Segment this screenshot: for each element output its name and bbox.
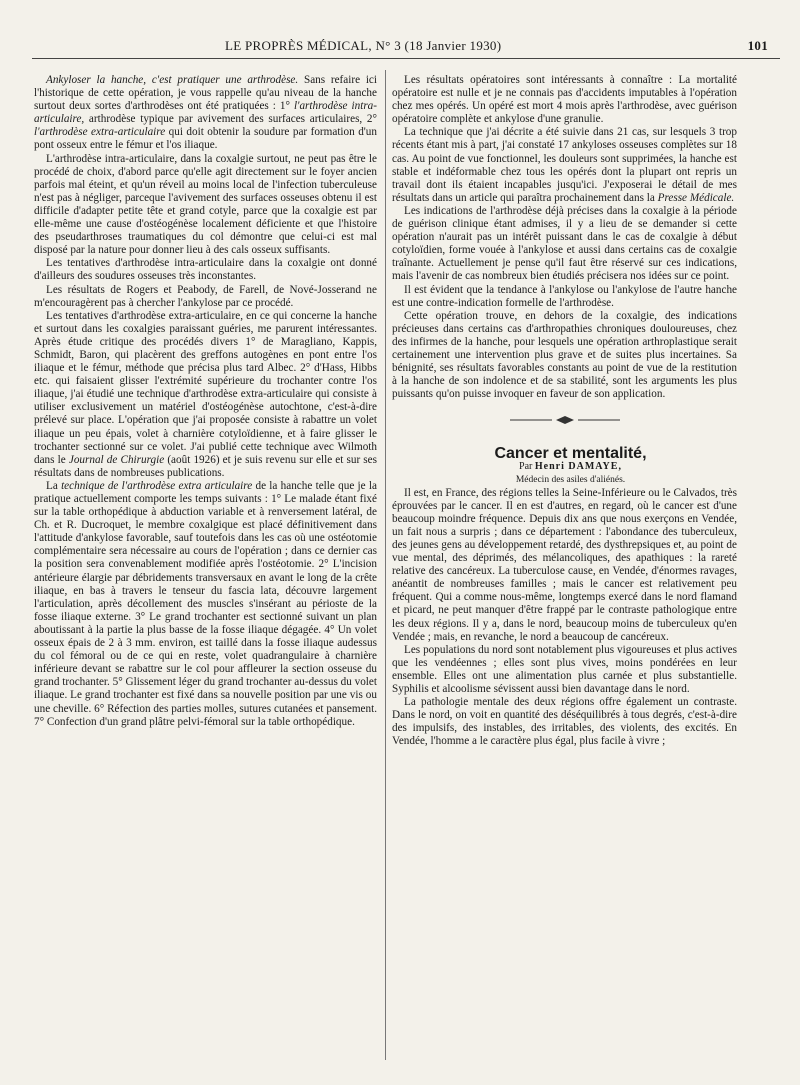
paragraph: Il est, en France, des régions telles la Seine-Inférieure ou le Calvados, très éprouvées par le cancer. Il en est d'autres, en regard, où le cancer est d'une beaucoup moindre fréquence. Depuis dix ans que nous exerçons en Vendée, un fait nous a surpris ; dans ce département : l'abondance des tuberculeux, des jeunes gens au développement retardé, des dysthrepsiques et, au point de vue mental, des déprimés, des mélancoliques, des apathiques : la rareté relative des cancéreux. La tuberculose cause, en Vendée, d'énormes ravages, anéantit de nombreuses familles ; mais le cancer est relativement peu fréquent. Qui a comme nous-même, longtemps exercé dans le nord flamand et picard, ne peut manquer d'être frappé par le contraste pathologique entre les deux régions. Il y a, dans le nord, beaucoup moins de tuberculeux qu'en Vendée ; mais, en revanche, le nord a beaucoup de cancéreux. [392,486,737,643]
text-run: La technique que j'ai décrite a été suivie dans 21 cas, sur lesquels 3 trop récents étant mis à part, j'ai constaté 17 ankyloses osseuses complètes sur 18 cas. Au point de vue fonctionnel, les douleurs sont supprimées, la hanche est stable et indéformable chez tous les opérés dont la plupart ont repris un travail dont ils étaient incapables jusqu'ici. J'exposerai le détail de mes résultats dans un article qui paraîtra prochainement dans la [392,126,737,204]
text-run: qui doit obtenir la soudure par formation d'un pont osseux entre le fémur et l'os iliaque. [34,126,377,152]
paragraph: Les tentatives d'arthrodèse intra-articulaire dans la coxalgie ont donné d'ailleurs des soudures osseuses très inconstantes. [34,257,377,283]
byline [392,460,737,473]
emphasis: Presse Médicale. [657,191,735,204]
paragraph: La pathologie mentale des deux régions offre également un contraste. Dans le nord, on voit en quantité des déséquilibrés à tous degrés, c'est-à-dire des impulsifs, des instables, des irritables, des violents, des excités. En Vendée, l'homme a le caractère plus égal, plus facile à vivre ; [392,696,737,748]
paragraph: Les indications de l'arthrodèse déjà précises dans la coxalgie à la période de guérison clinique étant admises, il y a lieu de se demander si cette opération n'aurait pas un intérêt puissant dans le cas de coxalgie à début cotyloïdien, forme vouée à l'ankylose et aussi dans certains cas de coxalgie traînante. Actuellement je pense qu'il faut être réservé sur ces indications, mais l'avenir de cas nombreux bien étudiés précisera nos idées sur ce point. [392,204,737,283]
text-run: arthrodèse typique par avivement des surfaces articulaires, 2° [84,113,377,126]
emphasis: Ankyloser la hanche, c'est pratiquer une arthrodèse. [46,74,299,86]
paragraph [392,126,737,205]
emphasis: l'arthrodèse intra-articulaire, [34,100,377,126]
author-affiliation: Médecin des asiles d'aliénés. [515,474,626,485]
paragraph: Cette opération trouve, en dehors de la coxalgie, des indications précieuses dans certains cas d'arthropathies chroniques douloureuses, chez des infirmes de la hanche, pour lesquels une opération arthroplastique serait certainement une intervention plus grave et de suites plus incertaines. Sa bénignité, ses résultats favorables constants au point de vue de la restitution à la hanche de son indolence et de sa stabilité, sont les arguments les plus puissants qu'on puisse invoquer en faveur de son application. [392,309,737,401]
page-header [30,36,778,56]
paragraph: Il est évident que la tendance à l'ankylose ou l'ankylose de l'autre hanche est une contre-indication formelle de l'arthrodèse. [392,283,737,309]
text-run: La [46,479,62,492]
text-run: Sans refaire ici l'historique de cette opération, je vous rappelle qu'au niveau de la hanche surtout deux sortes d'arthrodèses ont été pratiquées : 1° [34,74,377,113]
paragraph: L'arthrodèse intra-articulaire, dans la coxalgie surtout, ne peut pas être le procédé de choix, d'abord parce qu'elle agit directement sur le foyer ancien parfois mal éteint, et qu'un réveil au moins local de l'infection tuberculeuse n'est pas à négliger, parceque l'avivement des surfaces osseuses obtenu il est difficile d'adapter petite tête et grand cotyle, parce que la coxalgie est par elle-même une cause d'ostéogénèse localement déficiente et que l'histoire des pseudarthroses traumatiques du col démontre que celui-ci est mal disposé par la nature pour donner lieu à des cals osseux suffisants. [34,152,377,257]
left-column [34,74,377,1074]
paragraph: Les résultats opératoires sont intéressants à connaître : La mortalité opératoire est nulle et je ne connais pas d'accidents imputables à l'opération chez mes opérés. Un opéré est mort 4 mois après l'arthrodèse, avec guérison opératoire complète et ankylose d'une granulie. [392,74,737,126]
paragraph [34,310,377,480]
emphasis: l'arthrodèse extra-articulaire [34,126,166,139]
column-rule [385,70,386,1060]
running-title: LE PROPRÈS MÉDICAL, N° 3 (18 Janvier 1930) [225,38,502,53]
right-column [392,74,737,1074]
paragraph [34,480,377,729]
page-number: 101 [747,38,768,53]
section-divider-ornament [510,415,620,425]
paragraph: Les résultats de Rogers et Peabody, de Farell, de Nové-Josserand ne m'encouragèrent pas à chercher l'ankylose par ce procédé. [34,283,377,309]
text-run: (août 1926) et je suis revenu sur elle et sur ses résultats dans de nombreuses publications. [34,453,377,479]
emphasis: technique de l'arthrodèse extra articulaire [61,479,253,492]
emphasis: Journal de Chirurgie [68,453,165,466]
article-title: Cancer et mentalité, [494,445,647,463]
paragraph [34,74,377,153]
paragraph: Les populations du nord sont notablement plus vigoureuses et plus actives que les vendéennes ; elles sont plus vives, moins pondérées en leur ensemble. Elles ont une alimentation plus carnée et plus substantielle. Syphilis et alcoolisme sévissent aussi bien davantage dans le nord. [392,643,737,696]
text-run: Les tentatives d'arthrodèse extra-articulaire, en ce qui concerne la hanche et surtout dans les coxalgies paraissant guéries, me parurent intéressantes. Après étude critique des procédés divers 1° de Maragliano, Kappis, Schmidt, Baron, qui placèrent des greffons autogènes en pont entre l'os iliaque et le fémur, méthode que précisa plus tard Albec. 2° d'Hass, Hibbs etc. qui faisaient glisser l'extrémité supérieure du trochanter contre l'os iliaque, j'ai étudié une technique d'arthrodèse extra-articulaire qui consiste à utiliser exclusivement un matériel d'ostéogénèse autochtone, c'est-à-dire prélevé sur place. L'opération que j'ai proposée consiste à rabattre un volet iliaque un peu épais, volet à charnière cotyloïdienne, et à faire glisser le trochanter sectionné sur ce volet. J'ai publié cette technique avec Wilmoth dans le [34,309,377,466]
text-run: de la hanche telle que je la pratique actuellement comporte les temps suivants : 1° Le malade étant fixé sur la table orthopédique à abduction variable et à renversement latéral, de Ch. et R. Ducroquet, le membre coxalgique est placé définitivement dans l'attitude d'ankylose favorable, sauf toutefois dans les cas où une ostéotomie complémentaire sera nécessaire au cours de l'opération ; dans ce dernier cas la position sera convenablement modifiée après l'ostéotomie. 2° L'incision antérieure élargie par débridements transversaux en avant le long de la crête iliaque, en bas à travers le tenseur du fascia lata, découvre largement l'articulation, après décollement des muscles s'insérant au périoste de la fosse iliaque externe. 3° Le grand trochanter est sectionné suivant un plan aboutissant à la partie la plus basse de la fosse iliaque dégagée. 4° Un volet osseux épais de 2 à 3 mm. environ, est taillé dans la fosse iliaque audessus du col fémoral ou de ce qui en reste, volet quadrangulaire à charnière inférieure devant se rabattre sur le col pour affleurer la section osseuse du grand trochanter. 5° Glissement léger du grand trochanter au-dessus du volet iliaque. Le grand trochanter est fixé dans sa nouvelle position par une vis ou une cheville. 6° Réfection des parties molles, sutures cutanées et pansement. 7° Confection d'un grand plâtre pelvi-fémoral sur la table orthopédique. [34,479,377,728]
byline-par: Par [519,461,535,473]
author-name: Henri DAMAYE, [534,461,622,473]
header-rule [32,58,780,59]
